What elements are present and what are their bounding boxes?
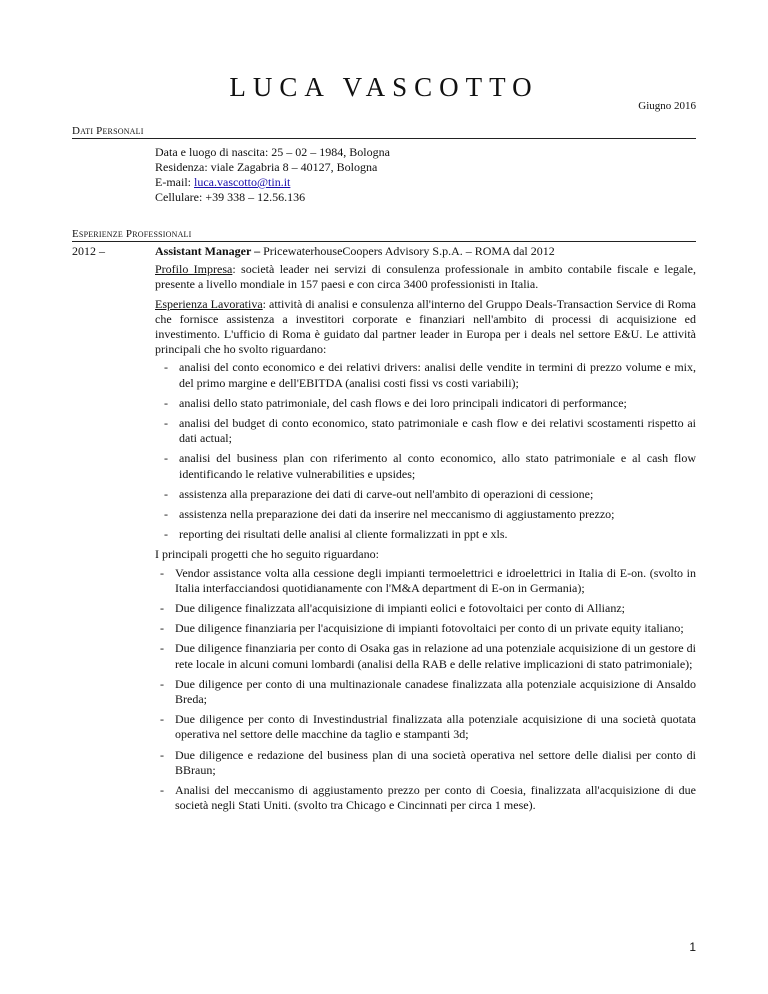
document-date: Giugno 2016 [638, 100, 696, 112]
list-item: - analisi dello stato patrimoniale, del cash flows e dei loro principali indicatori di performance; [159, 396, 696, 411]
email-label: E-mail: [155, 175, 194, 189]
projects-list [155, 566, 696, 814]
section-title-personal: Dati Personali [72, 125, 696, 139]
profile-label: Profilo Impresa [155, 262, 233, 277]
company-profile [155, 262, 696, 292]
phone-info: Cellulare: +39 338 – 12.56.136 [155, 190, 306, 204]
list-item: - Due diligence per conto di Investindustrial finalizzata alla potenziale acquisizione di una società quotata operativa nel settore delle macchine da taglio e stampanti 3d; [155, 712, 696, 742]
role-title: Assistant Manager – [155, 244, 261, 258]
experience-block [155, 244, 696, 819]
section-title-experience: Esperienze Professionali [72, 228, 696, 242]
candidate-name: LUCA VASCOTTO [229, 72, 539, 102]
email-link[interactable]: luca.vascotto@tin.it [194, 175, 291, 189]
list-item: - Due diligence e redazione del business plan di una società operativa nel settore delle dialisi per conto di BBraun; [155, 748, 696, 778]
list-item: - reporting dei risultati delle analisi al cliente formalizzati in ppt e xls. [159, 527, 696, 542]
profile-text: : società leader nei servizi di consulenza professionale in ambito contabile fiscale e legale, presente a livello mondiale in 157 paesi e con circa 3400 professionisti in Italia. [155, 262, 697, 292]
list-item: - Due diligence finalizzata all'acquisizione di impianti eolici e fotovoltaici per conto di Allianz; [155, 601, 696, 616]
page-number: 1 [689, 940, 696, 954]
projects-intro: I principali progetti che ho seguito riguardano: [155, 547, 379, 562]
work-text: : attività di analisi e consulenza all'interno del Gruppo Deals-Transaction Service di Roma che fornisce assistenza a investitori corporate e finanziari nell'ambito di processi di acquisizione ed investimento. L'ufficio di Roma è guidato dal partner leader in Europa per i deals nel settore E&U. Le attività principali che ho svolto riguardano: [155, 296, 697, 357]
personal-data-block [155, 145, 390, 205]
list-item: - analisi del budget di conto economico, stato patrimoniale e cash flow e dei relativi scostamenti rispetto ai dati actual; [159, 416, 696, 446]
experience-period: 2012 – [72, 244, 105, 258]
list-item: - Due diligence per conto di una multinazionale canadese finalizzata alla potenziale acquisizione di Ansaldo Breda; [155, 677, 696, 707]
list-item: - assistenza alla preparazione dei dati di carve-out nell'ambito di operazioni di cessione; [159, 487, 696, 502]
role-company: PricewaterhouseCoopers Advisory S.p.A. – ROMA dal 2012 [260, 244, 555, 258]
birth-info: Data e luogo di nascita: 25 – 02 – 1984, Bologna [155, 145, 390, 159]
list-item: - Due diligence finanziaria per l'acquisizione di impianti fotovoltaici per conto di un private equity italiano; [155, 621, 696, 636]
list-item: - analisi del business plan con riferimento al conto economico, allo stato patrimoniale e al cash flow identificando le relative vulnerabilities e upsides; [159, 451, 696, 481]
email-info [155, 175, 390, 190]
list-item: - Vendor assistance volta alla cessione degli impianti termoelettrici e idroelettrici in Italia di E-on. (svolto in Italia interfacciandosi quotidianamente con l'M&A department di E-on in Germania); [155, 566, 696, 596]
activities-list [159, 360, 696, 542]
work-label: Esperienza Lavorativa [155, 296, 263, 311]
list-item: - analisi del conto economico e dei relativi drivers: analisi delle vendite in termini di prezzo volume e mix, del primo margine e dell'EBITDA (analisi costi fissi vs costi variabili); [159, 360, 696, 390]
role-line [155, 244, 696, 259]
list-item: - Due diligence finanziaria per conto di Osaka gas in relazione ad una potenziale acquisizione di un gestore di rete locale in alcuni comuni lombardi (analisi della RAB e delle relative implicazioni di stato patrimoniale); [155, 641, 696, 671]
list-item: - Analisi del meccanismo di aggiustamento prezzo per conto di Coesia, finalizzata all'acquisizione di due società negli Stati Uniti. (svolto tra Chicago e Cincinnati per circa 1 mese). [155, 783, 696, 813]
residence-info: Residenza: viale Zagabria 8 – 40127, Bologna [155, 160, 378, 174]
work-experience [155, 297, 696, 358]
list-item: - assistenza nella preparazione dei dati da inserire nel meccanismo di aggiustamento prezzo; [159, 507, 696, 522]
